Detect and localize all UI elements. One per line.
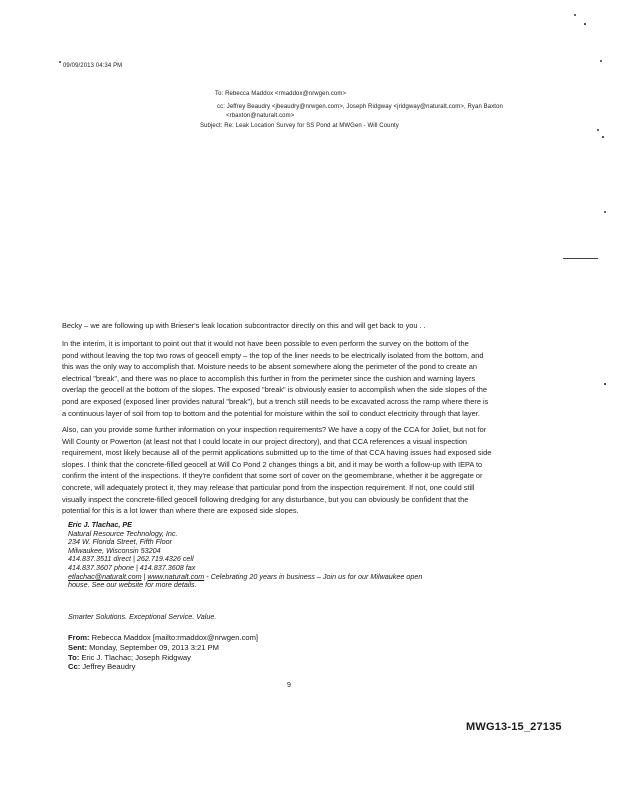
scan-speck bbox=[59, 61, 61, 63]
scan-speck bbox=[574, 14, 576, 16]
scan-line-mark bbox=[563, 258, 598, 259]
paragraph-inspection bbox=[62, 424, 532, 517]
paragraph-line: requirement, most likely because all of the permit applications submitted up to the time of that CCA having issues had exposed side bbox=[62, 448, 492, 458]
paragraph-line: visually inspect the concrete-filled geocell following dredging for any disturbance, but you can obviously be confident that the bbox=[62, 494, 469, 504]
page-number: 9 bbox=[287, 682, 291, 689]
signature-tagline-continued: house. See our website for more details. bbox=[68, 580, 197, 590]
cc-label: Cc: bbox=[68, 662, 81, 672]
paragraph-line: confirm the intent of the inspections. If they're confident that some sort of cover on the geomembrane, whether it be aggregate or bbox=[62, 471, 483, 481]
scan-speck bbox=[584, 23, 586, 25]
paragraph-line: Also, can you provide some further information on your inspection requirements? We have a copy of the CCA for Joliet, but not for bbox=[62, 425, 487, 434]
to-label: To: bbox=[68, 652, 80, 662]
from-label: From: bbox=[68, 633, 90, 642]
paragraph-interim bbox=[62, 338, 532, 419]
cc-value: Jeffrey Beaudry bbox=[80, 662, 136, 672]
subject-line: Subject: Re: Leak Location Survey for SS Pond at MWGen - Will County bbox=[200, 123, 399, 129]
paragraph-line: this was the only way to accomplish that. Moisture needs to be absent somewhere along the perimeter of the pond to create an bbox=[62, 362, 477, 372]
signature-tagline: - Celebrating 20 years in business – Join us for our Milwaukee open bbox=[204, 571, 423, 581]
bates-number: MWG13-15_27135 bbox=[466, 721, 562, 733]
paragraph-line: electrical "break", and there was no place to accomplish this further in from the perimeter since the cushion and warning layers bbox=[62, 373, 476, 383]
signature-city: Milwaukee, Wisconsin 53204 bbox=[68, 545, 161, 555]
paragraph-line: overlap the geocell at the bottom of the slopes. The exposed "break" is obviously easier to accomplish when the side slopes of the bbox=[62, 385, 487, 395]
signature-email-link[interactable]: etlachac@naturalt.com bbox=[68, 571, 142, 581]
paragraph-line: a continuous layer of soil from top to bottom and the potential for moisture within the soil to conduct electricity through that layer. bbox=[62, 408, 480, 418]
signature-company: Natural Resource Technology, Inc. bbox=[68, 528, 178, 538]
to-value: Eric J. Tlachac; Joseph Ridgway bbox=[79, 652, 191, 662]
signature-website-link[interactable]: www.naturalt.com bbox=[147, 571, 205, 581]
paragraph-line: slopes. I think that the concrete-filled geocell at Will Co Pond 2 changes things a bit, and it may be worth a follow-up with IEPA to bbox=[62, 459, 483, 469]
scan-speck bbox=[604, 383, 606, 385]
cc-line-continued: <rbaxton@naturalt.com> bbox=[226, 113, 295, 119]
paragraph-line: In the interim, it is important to point out that it would not have been possible to even perform the survey on the bottom of the bbox=[62, 339, 469, 348]
signature-motto: Smarter Solutions. Exceptional Service. Value. bbox=[68, 612, 217, 621]
signature-phone: 414.837.3607 phone | 414.837.3608 fax bbox=[68, 562, 196, 572]
signature-direct: 414.837.3511 direct | 262.719.4326 cell bbox=[68, 554, 194, 564]
paragraph-line: potential for this is a lot lower than where there are exposed side slopes. bbox=[62, 506, 299, 516]
paragraph-line: pond are exposed (exposed liner provides natural "break"), but a trench still needs to be excavated across the ramp where there is bbox=[62, 396, 489, 406]
from-value: Rebecca Maddox [mailto:rmaddox@nrwgen.com] bbox=[89, 633, 259, 642]
scan-speck bbox=[602, 136, 604, 138]
scan-speck bbox=[600, 60, 602, 62]
cc-line: cc: Jeffrey Beaudry <jbeaudry@nrwgen.com>, Joseph Ridgway <jridgway@naturalt.com>, Ryan Baxton bbox=[217, 104, 503, 110]
sent-value: Monday, September 09, 2013 3:21 PM bbox=[86, 642, 219, 652]
paragraph-line: Will County or Powerton (at least not that I could locate in our project directory), and that CCA references a visual inspection bbox=[62, 436, 468, 446]
signature-block bbox=[68, 521, 422, 590]
signature-street: 234 W. Florida Street, Fifth Floor bbox=[68, 537, 172, 547]
paragraph-line: pond without leaving the top two rows of geocell empty – the top of the liner needs to be electrically isolated from the bottom, and bbox=[62, 350, 484, 360]
forwarded-header bbox=[68, 633, 258, 672]
separator: | bbox=[141, 571, 148, 581]
signature-name: Eric J. Tlachac, PE bbox=[68, 520, 132, 529]
print-timestamp: 09/09/2013 04:34 PM bbox=[63, 63, 123, 69]
to-line: To: Rebecca Maddox <rmaddox@nrwgen.com> bbox=[215, 91, 347, 97]
sent-label: Sent: bbox=[68, 642, 87, 652]
paragraph-line: concrete, will adequately protect it, they may release that particular pond from the inspection requirement. If not, one could still bbox=[62, 482, 475, 492]
scan-speck bbox=[597, 129, 599, 131]
intro-paragraph: Becky – we are following up with Brieser's leak location subcontractor directly on this and will get back to you . . bbox=[62, 321, 426, 330]
scan-speck bbox=[604, 211, 606, 213]
